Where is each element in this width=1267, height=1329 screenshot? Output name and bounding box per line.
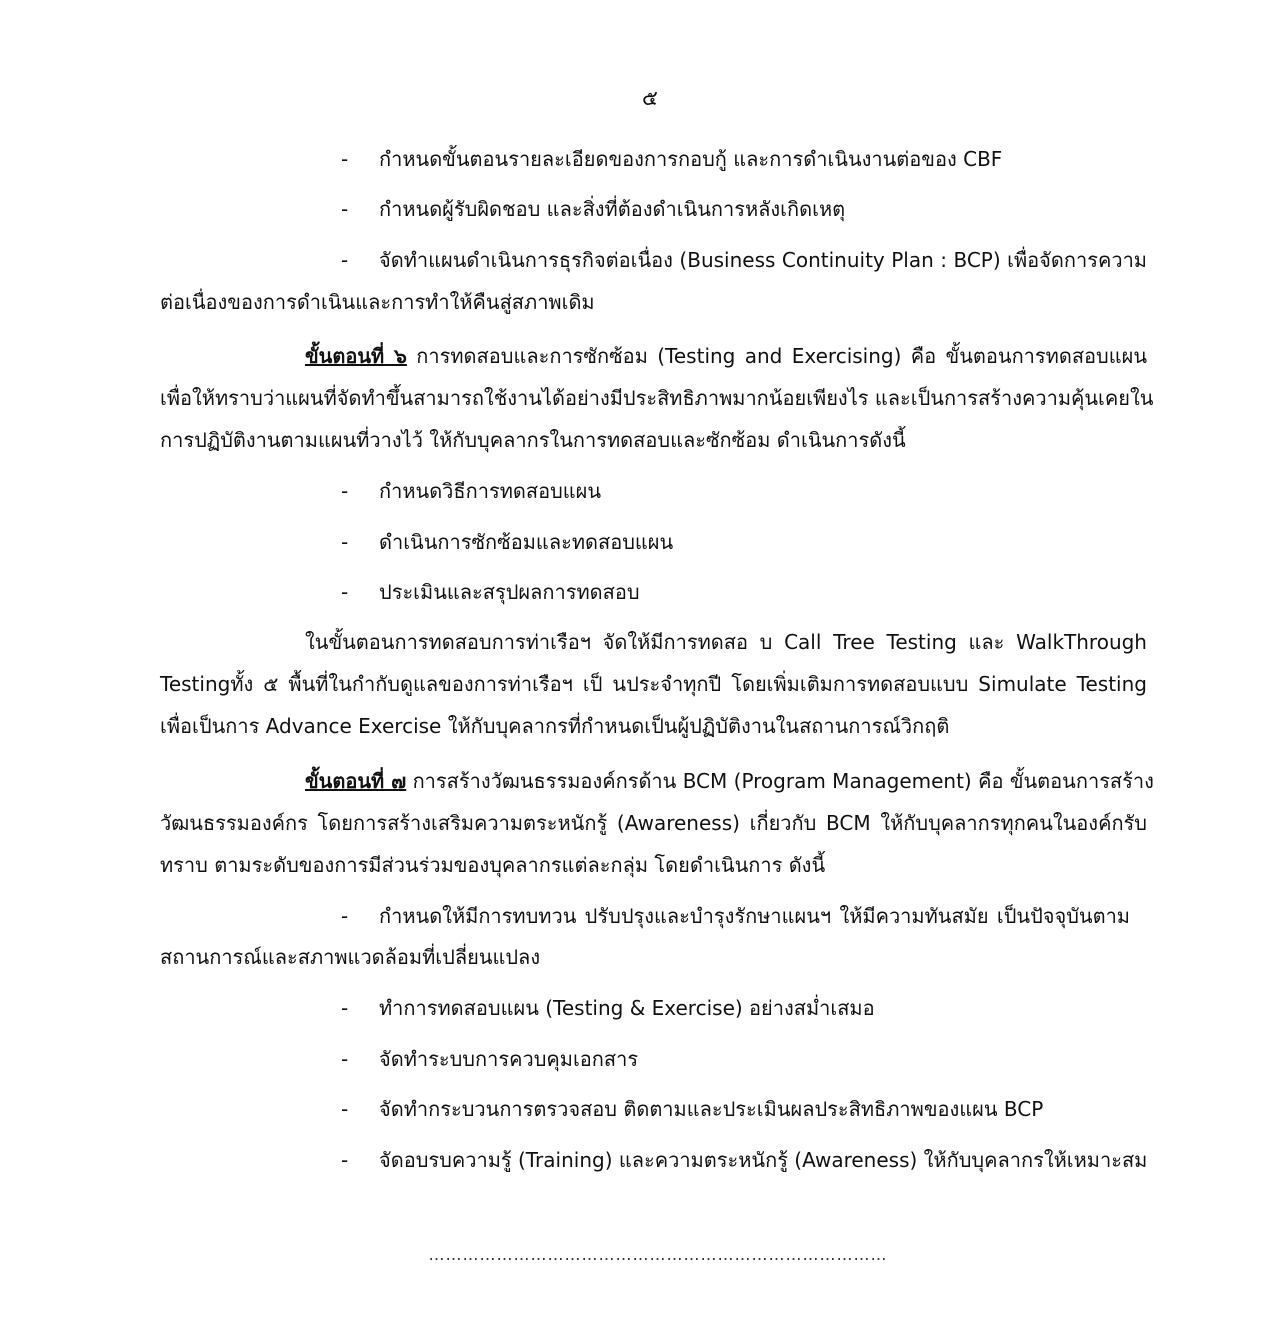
- list-item: [341, 525, 1151, 559]
- bullet-dash: -: [341, 197, 349, 221]
- bullet-dash: -: [341, 1097, 349, 1121]
- step-label: ขั้นตอนที่ ๖: [305, 344, 407, 368]
- list-item: [341, 192, 1151, 226]
- list-item: [341, 142, 1151, 176]
- list-item: [341, 474, 1151, 508]
- paragraph-line: ต่อเนื่องของการดำเนินและการทำให้คืนสู่สภาพเดิม: [160, 290, 595, 314]
- bullet-dash: -: [341, 580, 349, 604]
- list-item-text: จัดอบรบความรู้ (Training) และความตระหนักรู้ (Awareness) ให้กับบุคลากรให้เหมาะสม: [379, 1148, 1148, 1172]
- list-item-text: กำหนดขั้นตอนรายละเอียดของการกอบกู้ และการดำเนินงานต่อของ CBF: [379, 147, 1003, 171]
- bullet-dash: -: [341, 1047, 349, 1071]
- bullet-dash: -: [341, 147, 349, 171]
- list-item-text: จัดทำระบบการควบคุมเอกสาร: [379, 1047, 639, 1071]
- paragraph-line: ในขั้นตอนการทดสอบการท่าเรือฯ จัดให้มีการทดสอ บ Call Tree Testing และ WalkThrough: [305, 630, 1147, 654]
- step-title: การสร้างวัฒนธรรมองค์กรด้าน BCM (Program Management) คือ ขั้นตอนการสร้าง: [412, 769, 1154, 793]
- list-item: [341, 991, 1151, 1025]
- list-item: [341, 1143, 1151, 1177]
- list-item: [341, 1092, 1151, 1126]
- paragraph-line: สถานการณ์และสภาพแวดล้อมที่เปลี่ยนแปลง: [160, 945, 541, 969]
- list-item-text: กำหนดวิธีการทดสอบแผน: [379, 479, 602, 503]
- list-item-text: จัดทำกระบวนการตรวจสอบ ติดตามและประเมินผลประสิทธิภาพของแผน BCP: [379, 1097, 1044, 1121]
- bullet-dash: -: [341, 530, 349, 554]
- paragraph-line: [305, 339, 1147, 373]
- footer-dotted-line: ………………………………………………………………………: [428, 1245, 888, 1264]
- step-title: การทดสอบและการซักซ้อม (Testing and Exercising) คือ ขั้นตอนการทดสอบแผน: [416, 344, 1148, 368]
- paragraph-line: Testingทั้ง ๕ พื้นที่ในกำกับดูแลของการท่าเรือฯ เป็ นประจำทุกปี โดยเพิ่มเติมการทดสอบแบบ Simulate Testing: [160, 672, 1147, 696]
- list-item: [341, 575, 1151, 609]
- list-item-text: ดำเนินการซักซ้อมและทดสอบแผน: [379, 530, 674, 554]
- list-item-text: กำหนดให้มีการทบทวน ปรับปรุงและบำรุงรักษาแผนฯ ให้มีความทันสมัย เป็นปัจจุบันตาม: [379, 904, 1130, 928]
- list-item-text: ประเมินและสรุปผลการทดสอบ: [379, 580, 640, 604]
- step-label: ขั้นตอนที่ ๗: [305, 769, 407, 793]
- paragraph-line: เพื่อเป็นการ Advance Exercise ให้กับบุคลากรที่กำหนดเป็นผู้ปฏิบัติงานในสถานการณ์วิกฤติ: [160, 714, 950, 738]
- bullet-dash: -: [341, 1148, 349, 1172]
- bullet-dash: -: [341, 479, 349, 503]
- paragraph-line: ทราบ ตามระดับของการมีส่วนร่วมของบุคลากรแต่ละกลุ่ม โดยดำเนินการ ดังนี้: [160, 853, 826, 877]
- page-number: ๕: [642, 86, 658, 110]
- list-item-text: จัดทำแผนดำเนินการธุรกิจต่อเนื่อง (Business Continuity Plan : BCP) เพื่อจัดการความ: [379, 248, 1147, 272]
- bullet-dash: -: [341, 996, 349, 1020]
- list-item: [341, 243, 1147, 277]
- paragraph-line: การปฏิบัติงานตามแผนที่วางไว้ ให้กับบุคลากรในการทดสอบและซักซ้อม ดำเนินการดังนี้: [160, 428, 906, 452]
- list-item: [341, 899, 1130, 933]
- list-item: [341, 1042, 1151, 1076]
- list-item-text: กำหนดผู้รับผิดชอบ และสิ่งที่ต้องดำเนินการหลังเกิดเหตุ: [379, 197, 846, 221]
- paragraph-line: เพื่อให้ทราบว่าแผนที่จัดทำขึ้นสามารถใช้งานได้อย่างมีประสิทธิภาพมากน้อยเพียงไร และเป็นการสร้างความคุ้นเคยใน: [160, 386, 1154, 410]
- bullet-dash: -: [341, 904, 349, 928]
- bullet-dash: -: [341, 248, 349, 272]
- paragraph-line: [305, 764, 1154, 798]
- list-item-text: ทำการทดสอบแผน (Testing & Exercise) อย่างสม่ำเสมอ: [379, 996, 875, 1020]
- paragraph-line: วัฒนธรรมองค์กร โดยการสร้างเสริมความตระหนักรู้ (Awareness) เกี่ยวกับ BCM ให้กับบุคลากรทุกคนในองค์กรับ: [160, 811, 1147, 835]
